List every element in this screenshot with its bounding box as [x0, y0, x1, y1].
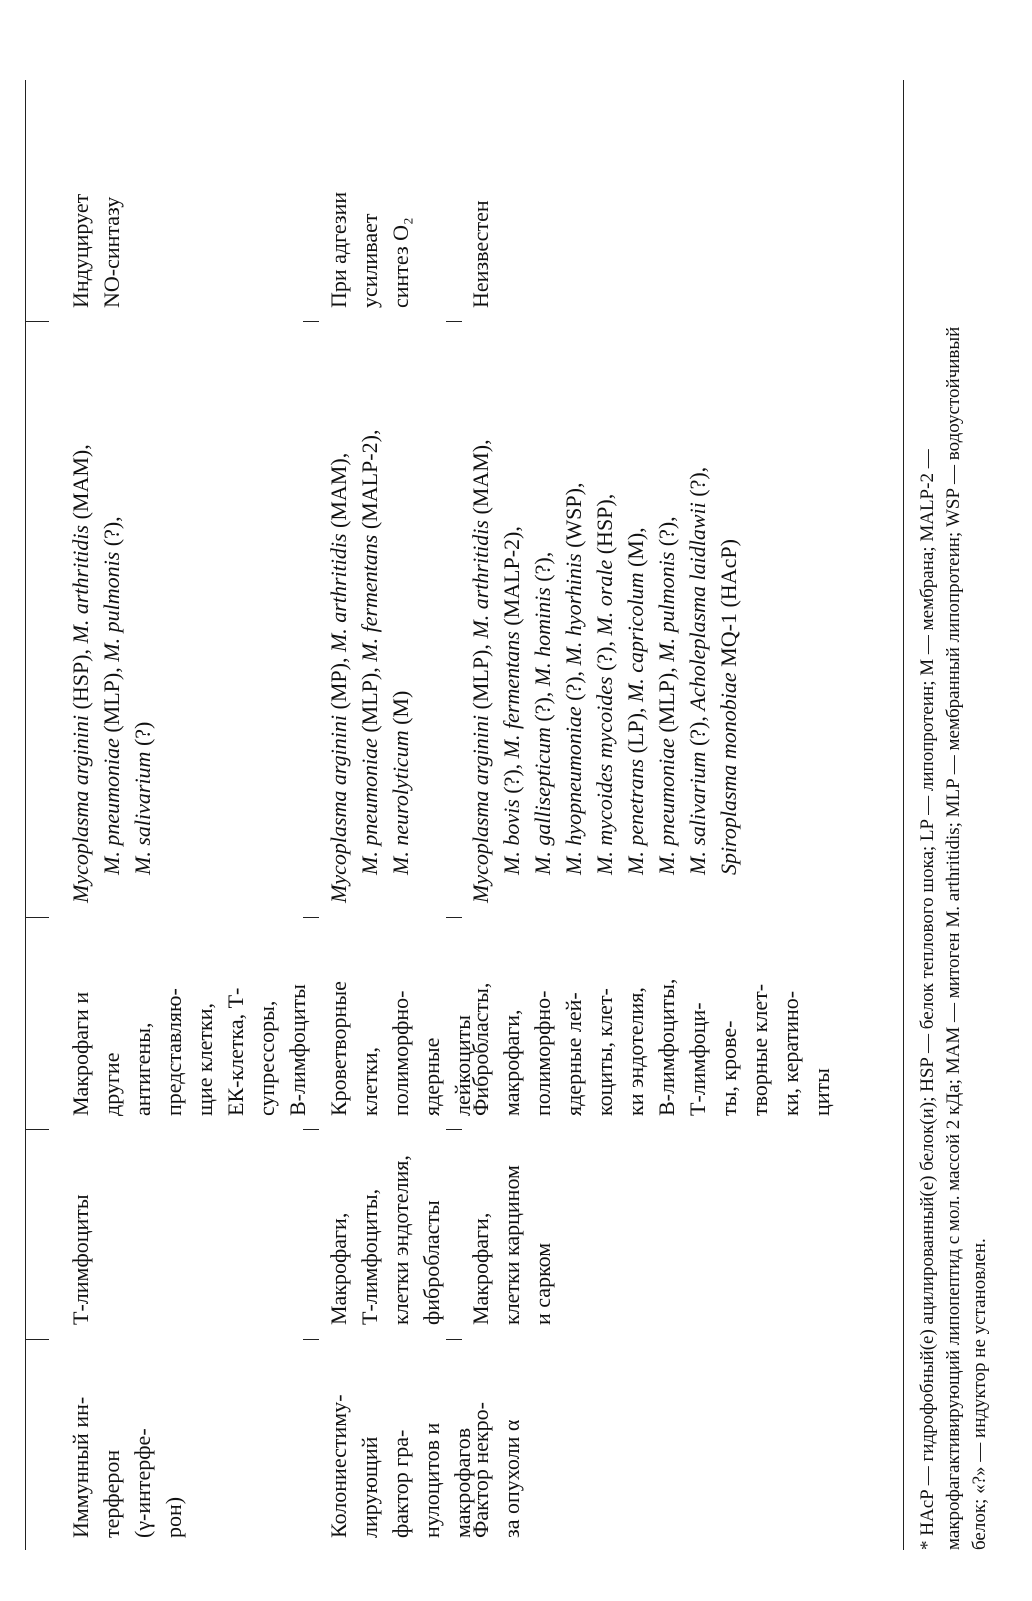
producers-cell [465, 1165, 558, 1325]
targets-cell-line: полиморфно- [388, 990, 413, 1116]
species-name: M. orale [592, 559, 617, 636]
targets-cell-line: Кроветворные [326, 981, 351, 1116]
producers-cell [65, 1194, 96, 1325]
effect-cell-line: При адгезии [326, 191, 351, 308]
inducer-label: (?), [530, 686, 555, 728]
targets-cell-line: ядерные лей- [561, 992, 586, 1116]
producers-cell-line: Макрофаги, [326, 1212, 351, 1325]
producers-cell-line: фибробласты [419, 1200, 444, 1325]
cytokine-cell-line: лирующий [357, 1436, 382, 1538]
inducer-label: (MALP-2), [357, 429, 382, 535]
targets-cell-line: В-лимфоциты, [654, 978, 679, 1116]
species-name: M. bovis [499, 799, 524, 875]
species-name: M. pneumoniae [654, 738, 679, 875]
species-name: Mycoplasma arginini [326, 715, 351, 903]
inducer-label: (MAM), [468, 439, 493, 521]
species-name: Mycoplasma arginini [468, 715, 493, 903]
targets-cell-line: ты, крове- [716, 1020, 741, 1116]
species-name: M. pneumoniae [99, 738, 124, 875]
targets-cell-line: лейкоциты [450, 1014, 475, 1116]
species-name: M. salivarium [685, 751, 710, 875]
source-line [527, 439, 558, 903]
mycoplasma-sources-cell [323, 430, 416, 903]
cytokine-cell-line: рон) [161, 1496, 186, 1538]
targets-cell-line: щие клетки, [192, 1003, 217, 1116]
targets-cell-line: творные клет- [747, 983, 772, 1116]
source-line [323, 430, 354, 903]
species-name: M. fermentans [499, 631, 524, 759]
source-line [558, 439, 589, 903]
cytokine-cell-line: (γ-интерфе- [130, 1428, 155, 1538]
source-line [496, 439, 527, 903]
producers-cell-line: клетки карцином [499, 1165, 524, 1325]
effect-cell-line: NO-синтазу [99, 196, 124, 308]
species-name: M. penetrans [623, 758, 648, 875]
effect-cell-line: усиливает [357, 213, 382, 308]
inducer-label: (?), [592, 635, 617, 677]
column-separator [25, 321, 49, 322]
source-line [651, 439, 682, 903]
species-name: Mycoplasma arginini [68, 715, 93, 903]
cytokine-cell-line: фактор гра- [388, 1429, 413, 1538]
source-line [385, 430, 416, 903]
species-name: Acholeplasma laidlawii [685, 502, 710, 711]
effect-cell-line: синтез O₂ [388, 217, 413, 308]
species-name: M. neurolyticum [388, 730, 413, 875]
inducer-label: (MP), [326, 652, 351, 715]
cytokine-cell-line: макрофагов [450, 1427, 475, 1538]
targets-cell [323, 981, 478, 1116]
targets-cell-line: ки, кератино- [778, 990, 803, 1116]
species-name: Spiroplasma monobiae [716, 672, 741, 875]
inducer-label: (?), [561, 665, 586, 707]
row-separator [446, 1129, 462, 1130]
cytokine-cell [65, 1397, 189, 1538]
producers-cell-line: клетки эндотелия, [388, 1155, 413, 1325]
row-separator [303, 1129, 319, 1130]
species-name: M. pulmonis [99, 551, 124, 662]
bottom-rule [903, 80, 904, 1550]
effect-cell-line: Неизвестен [468, 200, 493, 308]
source-line [96, 444, 127, 903]
inducer-label: (MLP), [654, 661, 679, 739]
effect-cell-line: Индуцирует [68, 193, 93, 308]
source-line [465, 439, 496, 903]
row-separator [303, 321, 319, 322]
inducer-label: (M), [623, 527, 648, 573]
targets-cell-line: супрессоры, [254, 1000, 279, 1116]
inducer-label: (?), [654, 516, 679, 552]
source-line [682, 439, 713, 903]
effect-cell [465, 200, 496, 308]
footnote-line: макрофагактивирующий липопептид с мол. массой 2 кДа; MAM — митоген M. arthritidis; MLP — мембранный липопротеин; WSP — водоустойчивый [943, 326, 964, 1550]
species-name: M. arthritidis [326, 533, 351, 653]
effect-cell [323, 192, 416, 308]
source-line [589, 439, 620, 903]
cytokine-cell-line: терферон [99, 1449, 124, 1538]
cytokine-cell-line: Иммунный ин- [68, 1396, 93, 1538]
source-line [127, 444, 158, 903]
targets-cell-line: полиморфно- [530, 990, 555, 1116]
source-line [354, 430, 385, 903]
targets-cell-line: Т-лимфоци- [685, 1002, 710, 1116]
targets-cell-line: циты [809, 1068, 834, 1116]
species-name: M. salivarium [130, 751, 155, 875]
species-name: M. arthritidis [68, 524, 93, 644]
top-rule [25, 80, 26, 1550]
species-name: M. mycoides mycoides [592, 676, 617, 875]
species-name: M. hominis [530, 587, 555, 687]
species-name: M. gallisepticum [530, 727, 555, 875]
source-line [620, 439, 651, 903]
footnote-line: белок; «?» — индуктор не установлен. [969, 1238, 990, 1550]
species-name: M. capricolum [623, 572, 648, 703]
inducer-label: (MLP), [468, 638, 493, 715]
inducer-label: MQ-1 (HAcP) [716, 539, 741, 673]
producers-cell-line: Макрофаги, [468, 1212, 493, 1325]
targets-cell-line: ядерные [419, 1037, 444, 1116]
inducer-label: (MLP), [99, 661, 124, 739]
row-separator [446, 321, 462, 322]
inducer-label: (MALP-2), [499, 526, 524, 632]
effect-cell [65, 194, 127, 308]
producers-cell [323, 1155, 447, 1325]
inducer-label: (HSP), [68, 643, 93, 715]
targets-cell-line: представляю- [161, 988, 186, 1116]
targets-cell [465, 979, 837, 1116]
source-line [713, 439, 744, 903]
targets-cell-line: Макрофаги и [68, 991, 93, 1116]
inducer-label: (?) [130, 721, 155, 752]
inducer-label: (?), [685, 466, 710, 503]
targets-cell [65, 984, 313, 1116]
mycoplasma-sources-cell [465, 439, 744, 903]
species-name: M. pneumoniae [357, 738, 382, 875]
inducer-label: (HSP), [592, 493, 617, 560]
species-name: M. pulmonis [654, 551, 679, 662]
inducer-label: (?), [499, 758, 524, 800]
row-separator [446, 917, 462, 918]
targets-cell-line: коциты, клет- [592, 988, 617, 1116]
source-line [65, 444, 96, 903]
targets-cell-line: Фибробласты, [468, 982, 493, 1116]
table-rotated-container [25, 50, 1005, 1570]
species-name: M. hyopneumoniae [561, 706, 586, 875]
inducer-label: (M) [388, 690, 413, 731]
inducer-label: (LP), [623, 702, 648, 759]
inducer-label: (WSP), [561, 482, 586, 554]
producers-cell-line: Т-лимфоциты [68, 1194, 93, 1325]
column-separator [25, 1129, 49, 1130]
mycoplasma-sources-cell [65, 444, 158, 903]
column-separator [25, 917, 49, 918]
table-footnote [915, 60, 993, 1550]
producers-cell-line: и сарком [530, 1242, 555, 1325]
row-separator [303, 917, 319, 918]
cytokine-cell-line: нулоцитов и [419, 1422, 444, 1538]
column-separator [25, 1339, 49, 1340]
inducer-label: (MAM), [326, 452, 351, 534]
row-separator [303, 1339, 319, 1340]
species-name: M. hyorhinis [561, 553, 586, 666]
inducer-label: (?), [99, 516, 124, 552]
inducer-label: (MAM), [68, 444, 93, 525]
inducer-label: (MLP), [357, 661, 382, 739]
targets-cell-line: антигены, [130, 1022, 155, 1116]
producers-cell-line: Т-лимфоциты, [357, 1188, 382, 1325]
cytokine-cell [323, 1394, 478, 1538]
targets-cell-line: другие [99, 1052, 124, 1116]
species-name: M. arthritidis [468, 520, 493, 639]
cytokine-cell [465, 1402, 527, 1538]
footnote-line: * HAcP — гидрофобный(е) ацилированный(е) белок(и); HSP — белок теплового шока; LP — липопротеин; M — мембрана; MALP-2 — [917, 449, 938, 1550]
inducer-label: (?), [685, 710, 710, 752]
targets-cell-line: клетки, [357, 1046, 382, 1116]
targets-cell-line: макрофаги, [499, 1009, 524, 1116]
species-name: M. fermentans [357, 534, 382, 662]
row-separator [446, 1339, 462, 1340]
cytokine-cell-line: за опухоли α [499, 1419, 524, 1538]
targets-cell-line: ЕК-клетка, Т- [223, 987, 248, 1116]
targets-cell-line: ки эндотелия, [623, 987, 648, 1116]
cytokine-cell-line: Колониестиму- [326, 1394, 351, 1538]
inducer-label: (?), [530, 551, 555, 588]
cytokine-cell-line: Фактор некро- [468, 1402, 493, 1538]
targets-cell-line: В-лимфоциты [285, 984, 310, 1116]
